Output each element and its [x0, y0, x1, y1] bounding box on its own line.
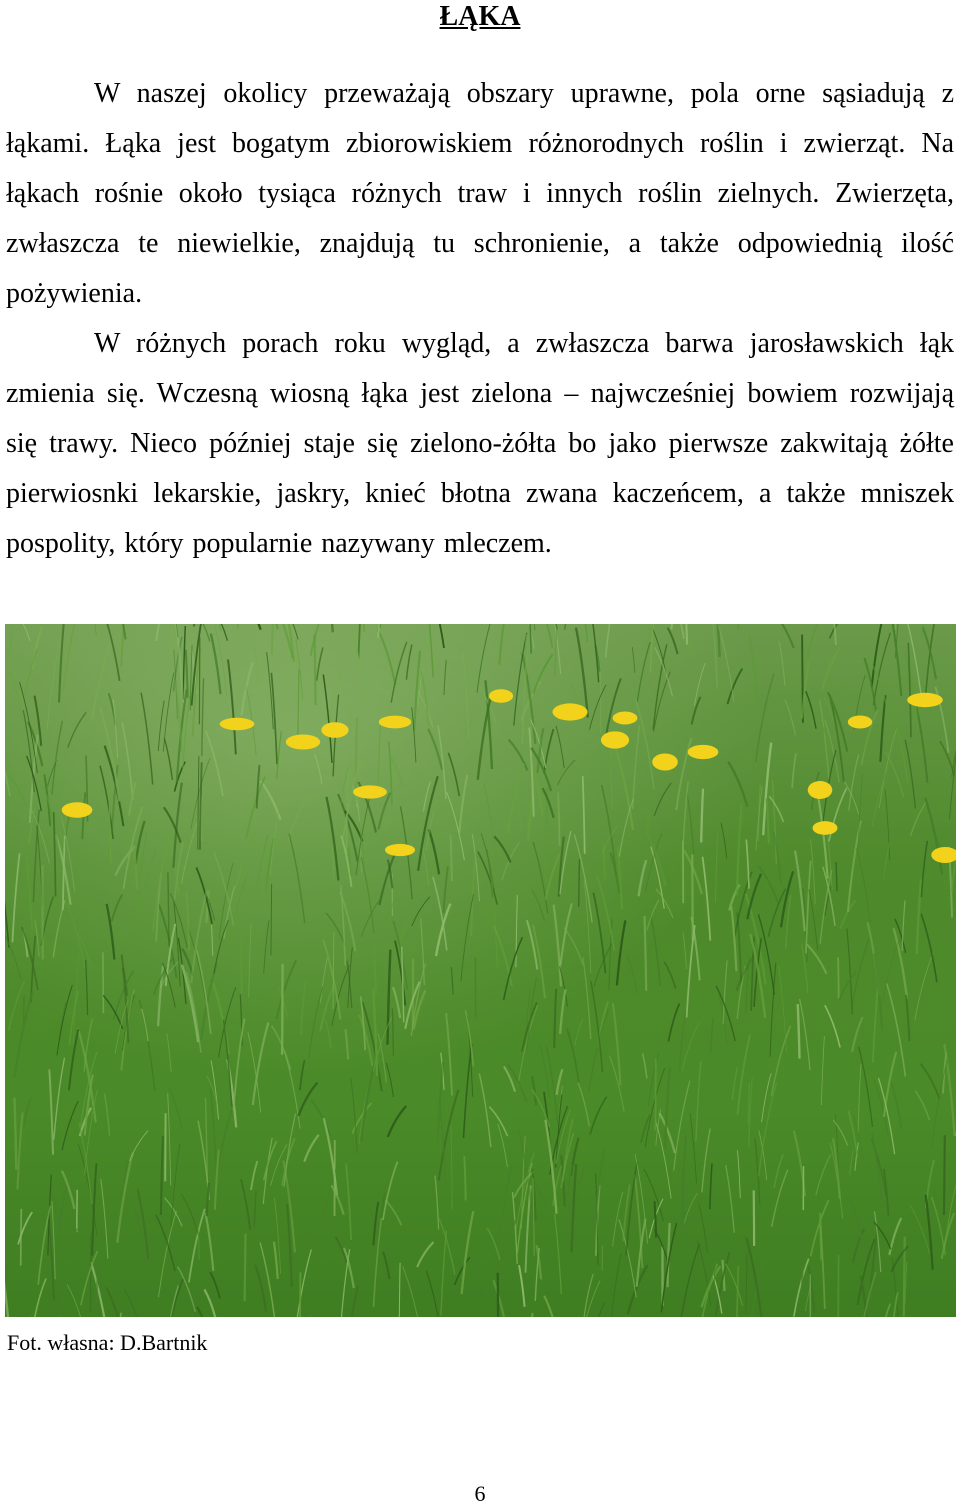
paragraph-1: W naszej okolicy przeważają obszary uprawne, pola orne sąsiadują z łąkami. Łąka jest bogatym zbiorowiskiem różnorodnych roślin i zwierząt. Na łąkach rośnie około tysiąca różnych traw i innych roślin zielnych. Zwierzęta, zwłaszcza te niewielkie, znajdują tu schronienie, a także odpowiednią ilość pożywienia.: [6, 78, 954, 309]
meadow-photo: [5, 624, 956, 1317]
page-number: 6: [474, 1481, 486, 1506]
page-title: ŁĄKA: [439, 1, 521, 32]
photo-caption: Fot. własna: D.Bartnik: [7, 1330, 208, 1355]
paragraph-2: W różnych porach roku wygląd, a zwłaszcza barwa jarosławskich łąk zmienia się. Wczesną wiosną łąka jest zielona – najwcześniej bowiem rozwijają się trawy. Nieco później staje się zielono-żółta bo jako pierwsze zakwitają żółte pierwiosnki lekarskie, jaskry, knieć błotna zwana kaczeńcem, a także mniszek pospolity, który popularnie nazywany mleczem.: [6, 328, 954, 559]
